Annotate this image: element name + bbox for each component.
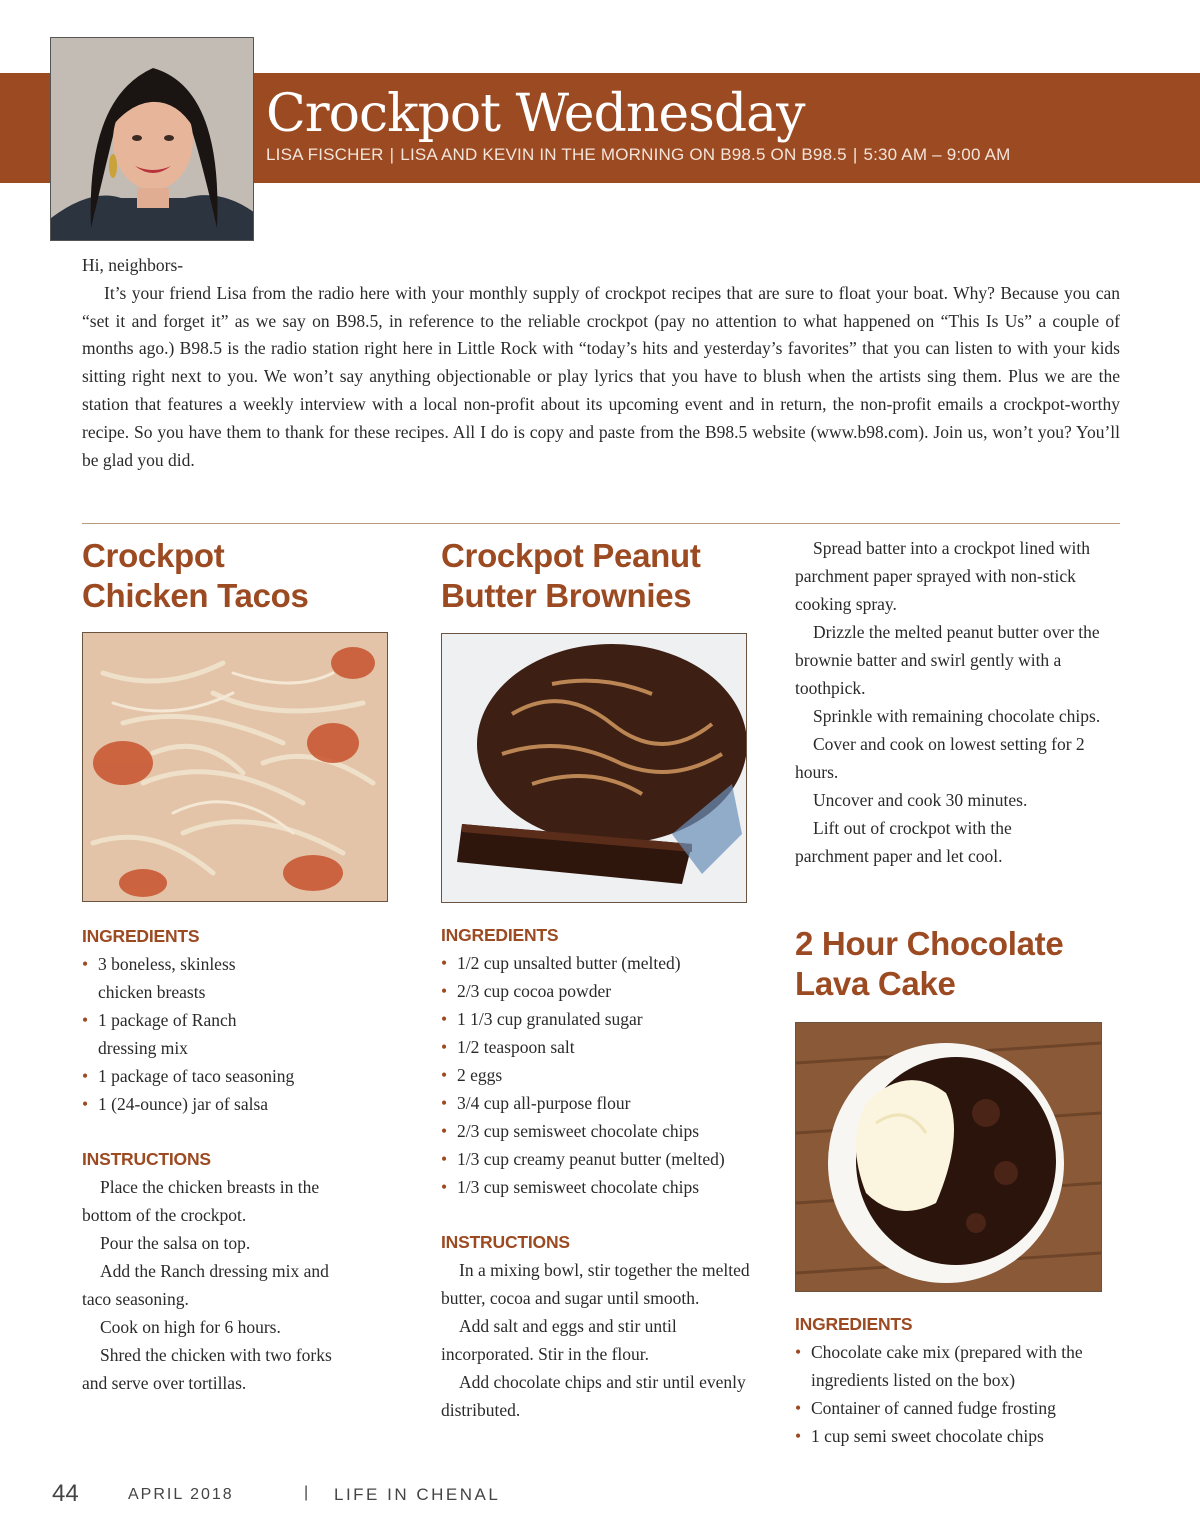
recipe-title-line: Lava Cake xyxy=(795,965,956,1002)
instruction-step: Shred the chicken with two forks and serve over tortillas. xyxy=(82,1345,332,1393)
byline-separator: | xyxy=(389,145,395,164)
byline-author: LISA FISCHER xyxy=(266,145,384,164)
recipe-peanut-butter-brownies xyxy=(441,536,766,1424)
issue-date: APRIL 2018 xyxy=(128,1486,234,1503)
ingredients-heading: INGREDIENTS xyxy=(441,925,559,945)
author-portrait-image xyxy=(51,38,254,241)
shredded-chicken-image xyxy=(83,633,387,901)
brownies-photo xyxy=(441,633,747,903)
instruction-step: Pour the salsa on top. xyxy=(100,1233,251,1253)
instruction-step: Cover and cook on lowest setting for 2 hours. xyxy=(795,734,1085,782)
ingredient-item: • Chocolate cake mix (prepared with the ingredients listed on the box) xyxy=(795,1338,1115,1394)
intro-letter xyxy=(82,252,1120,474)
section-divider xyxy=(82,523,1120,524)
ingredient-item: • 2 eggs xyxy=(441,1061,766,1089)
ingredient-item: • 2/3 cup cocoa powder xyxy=(441,977,766,1005)
byline xyxy=(266,145,1010,165)
ingredient-item: • 1 (24-ounce) jar of salsa xyxy=(82,1090,402,1118)
instructions-heading: INSTRUCTIONS xyxy=(82,1149,211,1169)
instruction-step: Cook on high for 6 hours. xyxy=(100,1317,281,1337)
column-three xyxy=(795,534,1125,1450)
instruction-step: Drizzle the melted peanut butter over the brownie batter and swirl gently with a toothpick. xyxy=(795,622,1100,698)
publication-name: LIFE IN CHENAL xyxy=(334,1485,501,1504)
ingredient-item: • 2/3 cup semisweet chocolate chips xyxy=(441,1117,766,1145)
instruction-step: Add salt and eggs and stir until incorporated. Stir in the flour. xyxy=(441,1316,677,1364)
recipe-title-line: 2 Hour Chocolate xyxy=(795,925,1064,962)
ingredients-list xyxy=(795,1338,1115,1450)
ingredient-item: • 1 cup semi sweet chocolate chips xyxy=(795,1422,1115,1450)
byline-time: 5:30 AM – 9:00 AM xyxy=(863,145,1011,164)
recipe-title-line: Butter Brownies xyxy=(441,577,692,614)
instruction-step: Lift out of crockpot with the parchment paper and let cool. xyxy=(795,818,1012,866)
author-photo xyxy=(50,37,254,241)
ingredients-list xyxy=(82,950,402,1118)
ingredients-heading: INGREDIENTS xyxy=(82,926,200,946)
recipe-title-line: Chicken Tacos xyxy=(82,577,309,614)
recipe-title xyxy=(441,536,766,616)
lava-cake-photo xyxy=(795,1022,1102,1292)
ingredient-item: • 1/3 cup semisweet chocolate chips xyxy=(441,1173,766,1201)
ingredient-item: • 1 package of Ranch dressing mix xyxy=(82,1006,288,1062)
recipe-title xyxy=(82,536,402,616)
recipe-title-line: Crockpot xyxy=(82,537,225,574)
byline-separator: | xyxy=(852,145,858,164)
ingredients-heading: INGREDIENTS xyxy=(795,1314,913,1334)
instructions-continued xyxy=(795,534,1110,870)
instructions-list xyxy=(82,1173,352,1397)
ingredient-item: • 1/2 cup unsalted butter (melted) xyxy=(441,949,766,977)
ingredients-list xyxy=(441,949,766,1201)
byline-show: LISA AND KEVIN IN THE MORNING ON B98.5 ON B98.5 xyxy=(400,145,847,164)
instruction-step: Add the Ranch dressing mix and taco seasoning. xyxy=(82,1261,329,1309)
instructions-heading: INSTRUCTIONS xyxy=(441,1232,570,1252)
ingredient-item: • 1 1/3 cup granulated sugar xyxy=(441,1005,766,1033)
intro-greeting: Hi, neighbors- xyxy=(82,255,184,275)
ingredient-item: • 3 boneless, skinless chicken breasts xyxy=(82,950,288,1006)
instruction-step: In a mixing bowl, stir together the melted butter, cocoa and sugar until smooth. xyxy=(441,1260,750,1308)
page-title: Crockpot Wednesday xyxy=(266,84,805,144)
ingredient-item: • 1/2 teaspoon salt xyxy=(441,1033,766,1061)
instruction-step: Place the chicken breasts in the bottom of the crockpot. xyxy=(82,1177,320,1225)
chicken-tacos-photo xyxy=(82,632,388,902)
footer-separator: | xyxy=(304,1484,309,1501)
recipe-chicken-tacos xyxy=(82,536,402,1397)
recipe-lava-cake xyxy=(795,924,1125,1450)
instruction-step: Uncover and cook 30 minutes. xyxy=(813,790,1028,810)
intro-body: It’s your friend Lisa from the radio here with your monthly supply of crockpot recipes that are sure to float your boat. Why? Because you can “set it and forget it” as we say on B98.5, in reference to the reliable crockpot (pay no attention to what happened on “This Is Us” a couple of months ago.) B98.5 is the radio station right here in Little Rock with “today’s hits and yesterday’s favorites” that you can listen to with your kids sitting right next to you. We won’t say anything objectionable or play lyrics that you have to blush when the artists sing them. Plus we are the station that features a weekly interview with a local non-profit about its upcoming event and in return, the non-profit emails a crockpot-worthy recipe. So you have them to thank for these recipes. All I do is copy and paste from the B98.5 website (www.b98.com). Join us, won’t you? You’ll be glad you did. xyxy=(82,282,1120,470)
recipe-title xyxy=(795,924,1125,1004)
lava-cake-image xyxy=(796,1023,1101,1291)
ingredient-item: • 1 package of taco seasoning xyxy=(82,1062,402,1090)
instruction-step: Add chocolate chips and stir until evenly distributed. xyxy=(441,1372,746,1420)
instruction-step: Spread batter into a crockpot lined with parchment paper sprayed with non-stick cooking spray. xyxy=(795,538,1091,614)
instruction-step: Sprinkle with remaining chocolate chips. xyxy=(813,706,1101,726)
instructions-list xyxy=(441,1256,751,1424)
recipe-title-line: Crockpot Peanut xyxy=(441,537,701,574)
ingredient-item: • 1/3 cup creamy peanut butter (melted) xyxy=(441,1145,727,1173)
ingredient-item: • 3/4 cup all-purpose flour xyxy=(441,1089,766,1117)
brownie-image xyxy=(442,634,746,902)
ingredient-item: • Container of canned fudge frosting xyxy=(795,1394,1115,1422)
page-number: 44 xyxy=(52,1480,79,1507)
